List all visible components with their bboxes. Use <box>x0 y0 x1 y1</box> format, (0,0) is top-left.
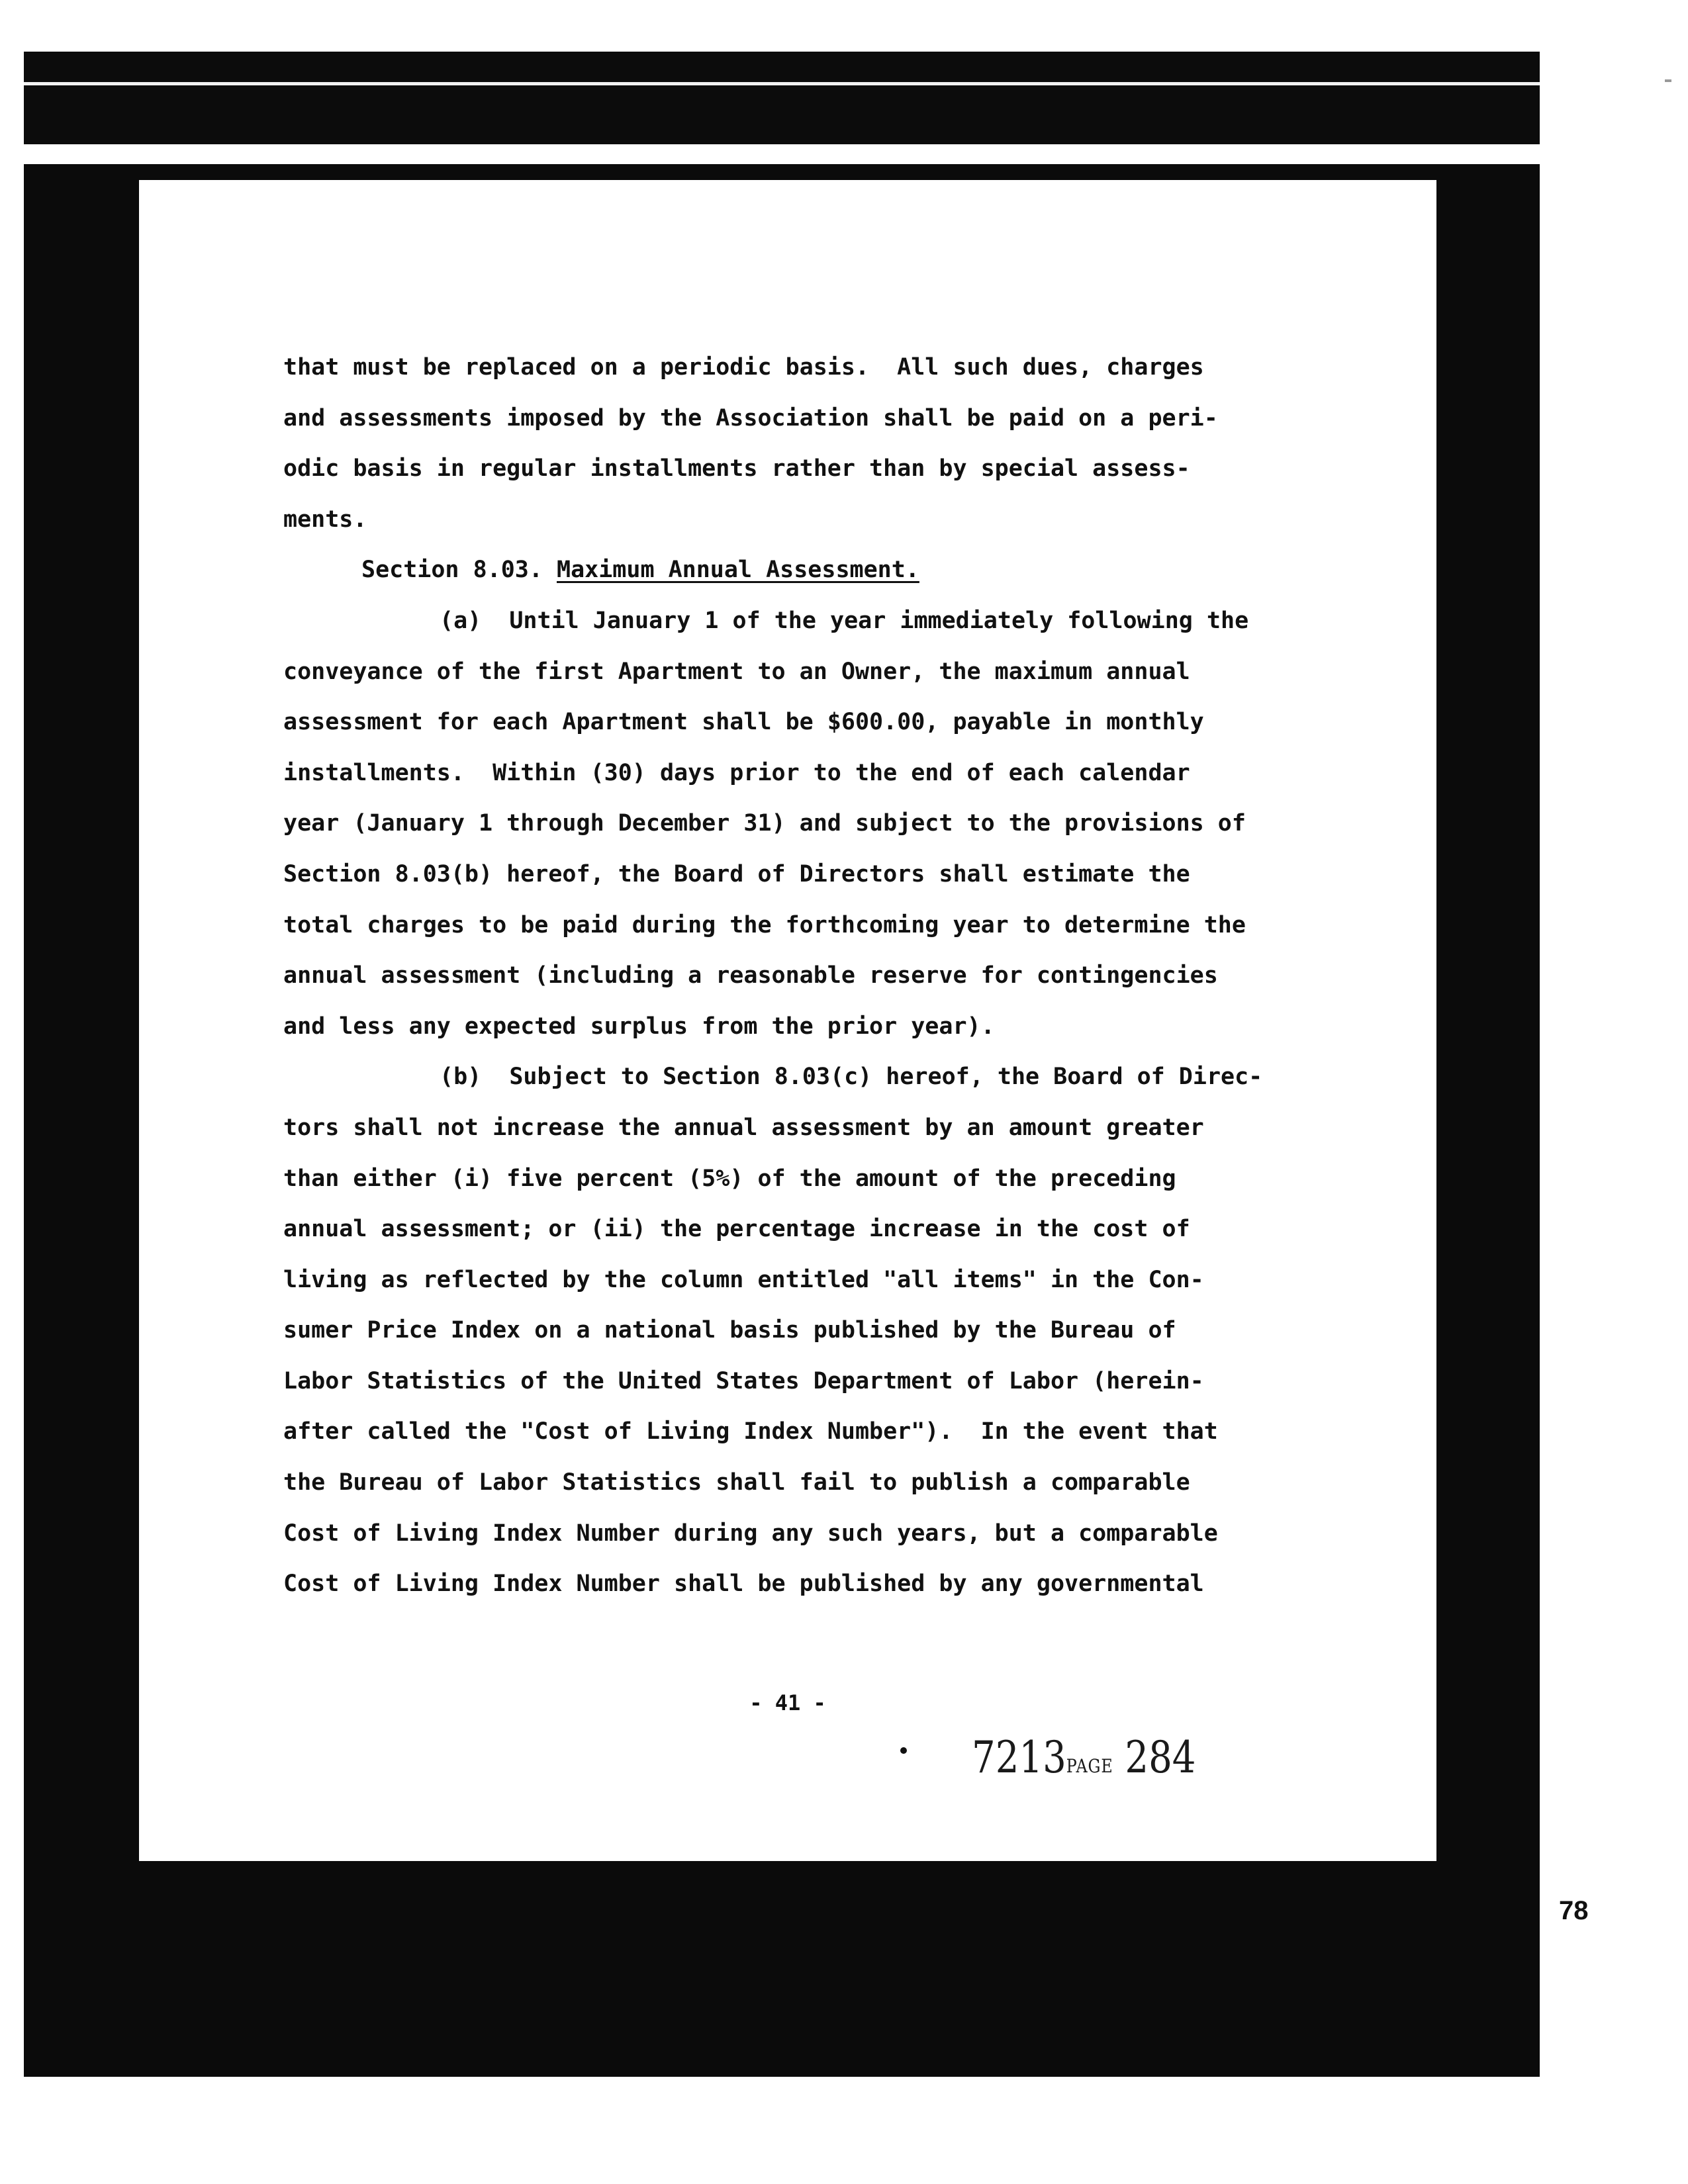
text-line: living as reflected by the column entitled "all items" in the Con- <box>283 1266 1204 1293</box>
section-heading <box>283 545 1356 596</box>
text-line: Cost of Living Index Number shall be published by any governmental <box>283 1570 1204 1598</box>
text-line: assessment for each Apartment shall be $600.00, payable in monthly <box>283 709 1204 736</box>
section-title: Maximum Annual Assessment. <box>557 557 919 584</box>
text-line: the Bureau of Labor Statistics shall fail to publish a comparable <box>283 1469 1190 1496</box>
scan-strip <box>24 144 1540 164</box>
body-text <box>283 342 1356 1610</box>
text-line: (a) Until January 1 of the year immediately following the <box>440 607 1249 634</box>
stamp-page-label: PAGE <box>1066 1755 1113 1777</box>
book-page-stamp <box>972 1732 1196 1783</box>
text-line: total charges to be paid during the forthcoming year to determine the <box>283 911 1246 938</box>
page-count-label: 78 <box>1559 1896 1589 1925</box>
stamp-book-number: 7213 <box>972 1732 1066 1783</box>
stamp-dot <box>900 1747 907 1754</box>
section-label: Section 8.03. <box>361 557 543 584</box>
scan-top-line <box>24 82 1540 85</box>
text-line: after called the "Cost of Living Index Number"). In the event that <box>283 1418 1218 1445</box>
text-line: sumer Price Index on a national basis published by the Bureau of <box>283 1317 1176 1344</box>
text-line: installments. Within (30) days prior to the end of each calendar <box>283 759 1190 786</box>
text-line: and less any expected surplus from the prior year). <box>283 1013 995 1040</box>
text-line: and assessments imposed by the Association shall be paid on a peri- <box>283 404 1218 432</box>
document-page <box>139 180 1436 1861</box>
margin-tick <box>1665 79 1671 82</box>
text-line: (b) Subject to Section 8.03(c) hereof, the Board of Direc- <box>440 1064 1263 1091</box>
text-line: odic basis in regular installments rather than by special assess- <box>283 455 1190 482</box>
stamp-page-number: 284 <box>1125 1732 1196 1783</box>
text-line: tors shall not increase the annual assessment by an amount greater <box>283 1114 1204 1141</box>
text-line: ments. <box>283 506 367 533</box>
text-line: Cost of Living Index Number during any such years, but a comparable <box>283 1520 1218 1547</box>
scan-top-border <box>24 52 1540 144</box>
text-line: annual assessment (including a reasonable reserve for contingencies <box>283 962 1218 989</box>
text-line: that must be replaced on a periodic basis. All such dues, charges <box>283 354 1204 381</box>
text-line: annual assessment; or (ii) the percentage increase in the cost of <box>283 1216 1190 1243</box>
page-number: - 41 - <box>749 1690 826 1715</box>
text-line: than either (i) five percent (5%) of the amount of the preceding <box>283 1165 1176 1192</box>
text-line: conveyance of the first Apartment to an Owner, the maximum annual <box>283 658 1190 685</box>
text-line: year (January 1 through December 31) and subject to the provisions of <box>283 810 1246 837</box>
text-line: Labor Statistics of the United States Department of Labor (herein- <box>283 1367 1204 1394</box>
text-line: Section 8.03(b) hereof, the Board of Directors shall estimate the <box>283 860 1190 887</box>
